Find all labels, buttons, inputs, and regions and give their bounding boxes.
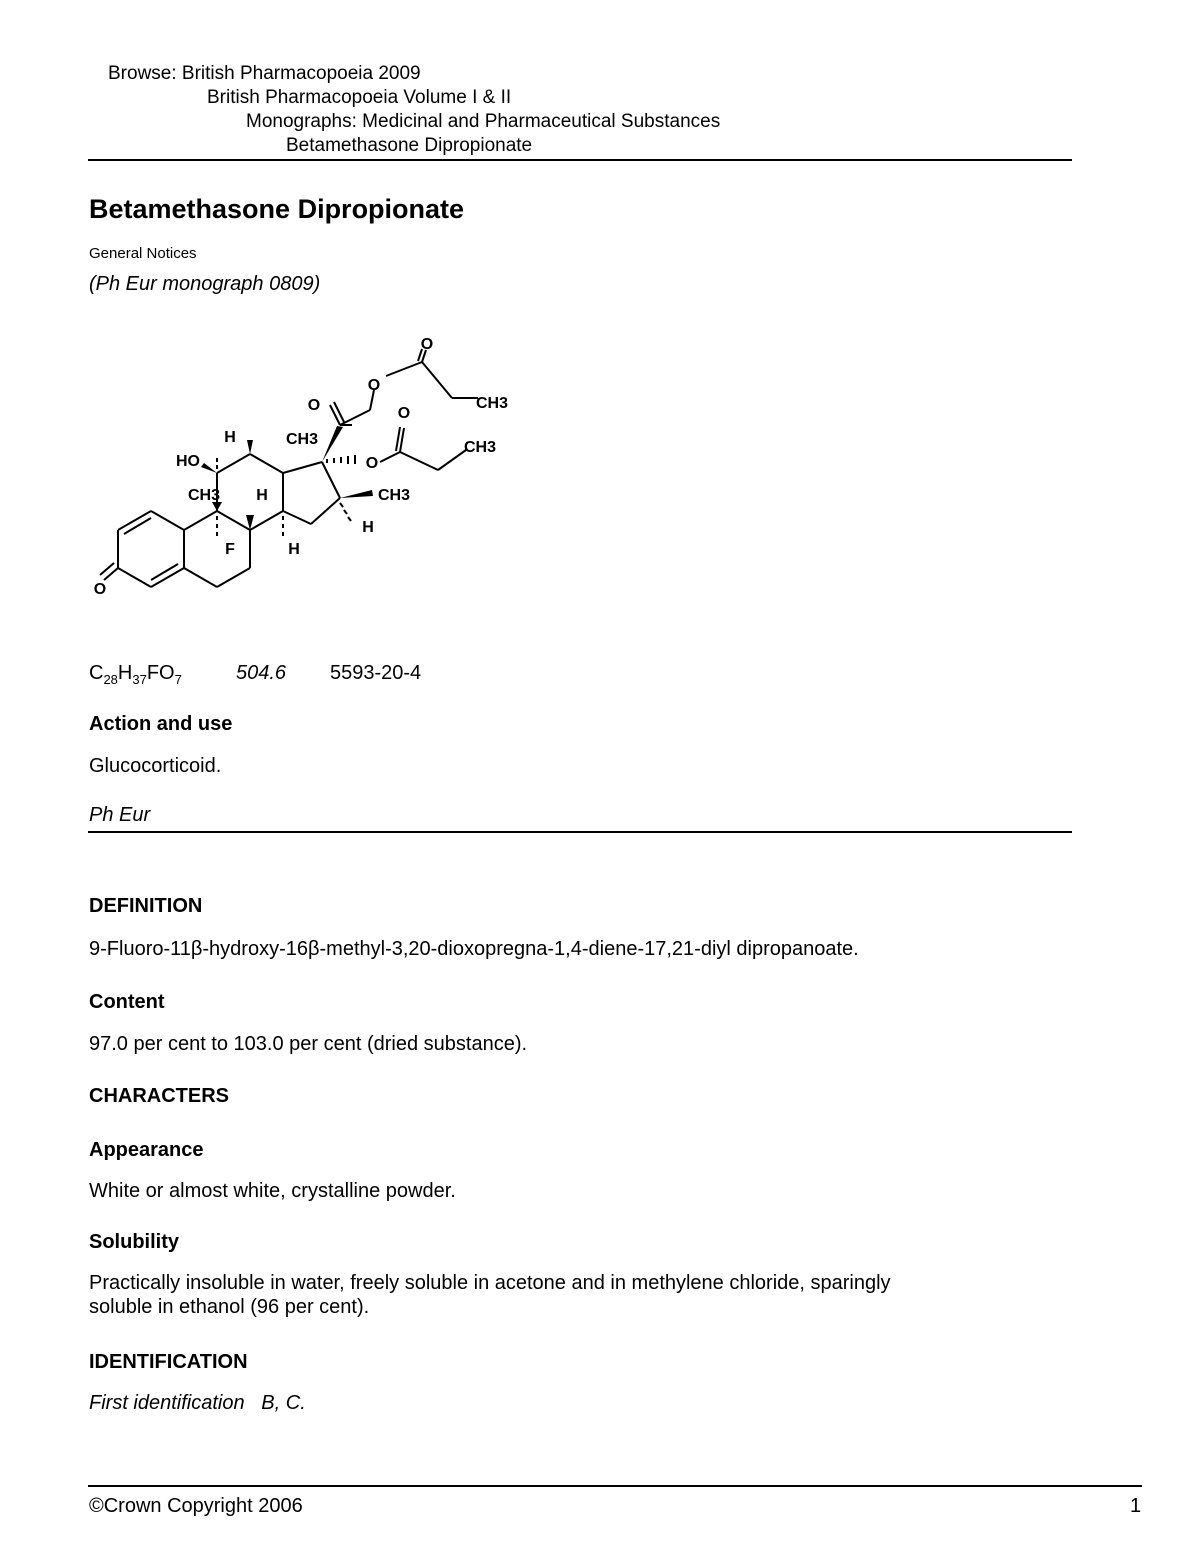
atom-h-11: H <box>224 429 236 446</box>
atom-ch3-1: CH3 <box>476 395 509 412</box>
molecular-formula <box>89 662 182 687</box>
atom-o-top2: O <box>397 405 411 422</box>
atom-h-14: H <box>288 541 300 558</box>
characters-heading: CHARACTERS <box>89 1085 229 1107</box>
breadcrumb-item-volume[interactable]: British Pharmacopoeia Volume I & II <box>207 87 512 108</box>
action-and-use-text: Glucocorticoid. <box>89 755 222 777</box>
atom-f-9: F <box>225 541 235 558</box>
atom-o-ester1: O <box>367 377 381 394</box>
atom-h-16: H <box>362 519 374 536</box>
atom-h-8: H <box>256 487 268 504</box>
header-divider <box>88 159 1072 161</box>
action-and-use-heading: Action and use <box>89 713 233 735</box>
formula-h: H <box>117 662 133 684</box>
definition-heading: DEFINITION <box>89 895 203 917</box>
ph-eur-monograph-ref: (Ph Eur monograph 0809) <box>89 273 321 295</box>
page-title: Betamethasone Dipropionate <box>89 194 465 224</box>
content-text: 97.0 per cent to 103.0 per cent (dried substance). <box>89 1033 528 1055</box>
identification-heading: IDENTIFICATION <box>89 1351 248 1373</box>
atom-ch3-2: CH3 <box>464 439 497 456</box>
formula-rest: FO <box>146 662 175 684</box>
breadcrumb-item-browse[interactable]: Browse: British Pharmacopoeia 2009 <box>108 63 421 84</box>
first-identification <box>89 1392 306 1415</box>
breadcrumb-item-current: Betamethasone Dipropionate <box>286 135 533 156</box>
appearance-text: White or almost white, crystalline powder. <box>89 1180 456 1202</box>
formula-c: C <box>89 662 104 684</box>
ph-eur-label: Ph Eur <box>89 804 151 826</box>
page-number: 1 <box>1130 1495 1142 1517</box>
atom-ho: HO <box>176 453 200 470</box>
atom-o-top: O <box>420 336 434 353</box>
atom-o-3: O <box>93 581 107 598</box>
first-identification-label: First identification <box>89 1392 245 1414</box>
formula-c-count: 28 <box>103 672 118 687</box>
appearance-heading: Appearance <box>89 1139 204 1161</box>
solubility-text-line1: Practically insoluble in water, freely soluble in acetone and in methylene chloride, sparingly <box>89 1272 891 1294</box>
first-identification-value: B, C. <box>261 1392 306 1414</box>
general-notices-link[interactable]: General Notices <box>89 245 197 262</box>
ph-eur-divider <box>88 831 1072 833</box>
definition-text: 9-Fluoro-11β-hydroxy-16β-methyl-3,20-dioxopregna-1,4-diene-17,21-diyl dipropanoate. <box>89 938 859 960</box>
solubility-text-line2: soluble in ethanol (96 per cent). <box>89 1296 370 1318</box>
atom-ch3-16: CH3 <box>378 487 411 504</box>
cas-number: 5593-20-4 <box>330 662 422 684</box>
atom-ch3-18: CH3 <box>286 431 319 448</box>
footer-divider <box>88 1485 1142 1487</box>
breadcrumb-item-monographs[interactable]: Monographs: Medicinal and Pharmaceutical Substances <box>246 111 721 132</box>
solubility-heading: Solubility <box>89 1231 179 1253</box>
content-heading: Content <box>89 991 165 1013</box>
atom-ch3-19: CH3 <box>188 487 221 504</box>
formula-h-count: 37 <box>132 672 147 687</box>
atom-o-ketone: O <box>307 397 321 414</box>
footer-copyright: ©Crown Copyright 2006 <box>89 1495 303 1517</box>
chemical-structure <box>80 325 540 610</box>
atom-o-ester2: O <box>365 455 379 472</box>
formula-o-count: 7 <box>174 672 182 687</box>
molecular-weight: 504.6 <box>236 662 287 684</box>
